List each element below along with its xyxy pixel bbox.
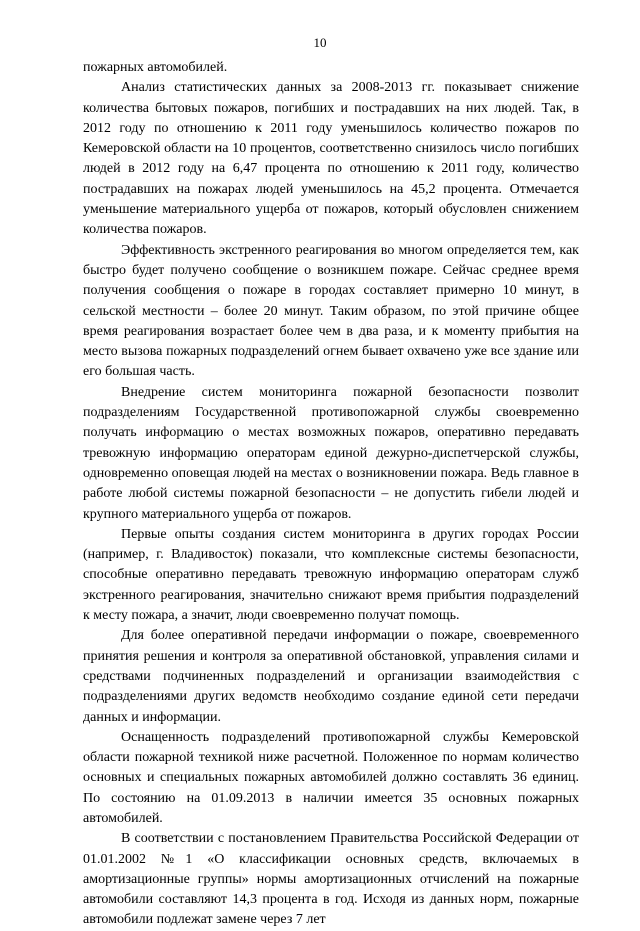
paragraph-continuation: пожарных автомобилей. xyxy=(83,60,228,75)
paragraph-monitoring-systems: Внедрение систем мониторинга пожарной безопасности позволит подразделениям Государственной противопожарной службы своевременно получать информацию о местах возможных пожаров, оперативно передавать тревожную информацию операторам единой дежурно-диспетчерской службы, одновременно оповещая людей на местах о возникновении пожара. Ведь главное в работе любой системы пожарной безопасности – не допустить гибели людей и крупного материального ущерба от пожаров. xyxy=(83,384,579,522)
body-text xyxy=(83,58,579,931)
paragraph-first-experience: Первые опыты создания систем мониторинга в других городах России (например, г. Владивосток) показали, что комплексные системы безопасности, способные оперативно передавать тревожную информацию операторам служб экстренного реагирования, значительно снижают время прибытия подразделений к месту пожара, а значит, люди своевременно получат помощь. xyxy=(83,526,579,624)
paragraph-amortization: В соответствии с постановлением Правительства Российской Федерации от 01.01.2002 №1 «О классификации основных средств, включаемых в амортизационные группы» нормы амортизационных отчислений на пожарные автомобили составляют 14,3 процента в год. Исходя из данных норм, пожарные автомобили подлежат замене через 7 лет xyxy=(83,831,579,928)
paragraph-response-efficiency: Эффективность экстренного реагирования во многом определяется тем, как быстро будет получено сообщение о возникшем пожаре. Сейчас среднее время получения сообщения о пожаре в городах составляет примерно 10 минут, в сельской местности – более 20 минут. Таким образом, по этой причине общее время реагирования возрастает более чем в два раза, и к моменту прибытия на место вызова пожарных подразделений огнем бывает охвачено уже все здание или его большая часть. xyxy=(83,242,579,380)
paragraph-statistics: Анализ статистических данных за 2008-2013 гг. показывает снижение количества бытовых пожаров, погибших и пострадавших на них людей. Так, в 2012 году по отношению к 2011 году уменьшилось количество пожаров по Кемеровской области на 10 процентов, соответственно снизилось число погибших людей в 2012 году на 6,47 процента по отношению к 2011 году, количество пострадавших на пожарах людей уменьшилось на 45,2 процента. Отмечается уменьшение материального ущерба от пожаров, который обусловлен снижением количества пожаров. xyxy=(83,80,579,238)
paragraph-equipment: Оснащенность подразделений противопожарной службы Кемеровской области пожарной техникой ниже расчетной. Положенное по нормам количество основных и специальных пожарных автомобилей должно составлять 36 единиц. По состоянию на 01.09.2013 в наличии имеется 35 основных пожарных автомобилей. xyxy=(83,729,579,826)
paragraph-data-network: Для более оперативной передачи информации о пожаре, своевременного принятия решения и контроля за оперативной обстановкой, управления силами и средствами подчиненных подразделений и организации взаимодействия с подразделениями других ведомств необходимо создание единой сети передачи данных и информации. xyxy=(83,628,579,725)
page-number: 10 xyxy=(313,35,327,50)
